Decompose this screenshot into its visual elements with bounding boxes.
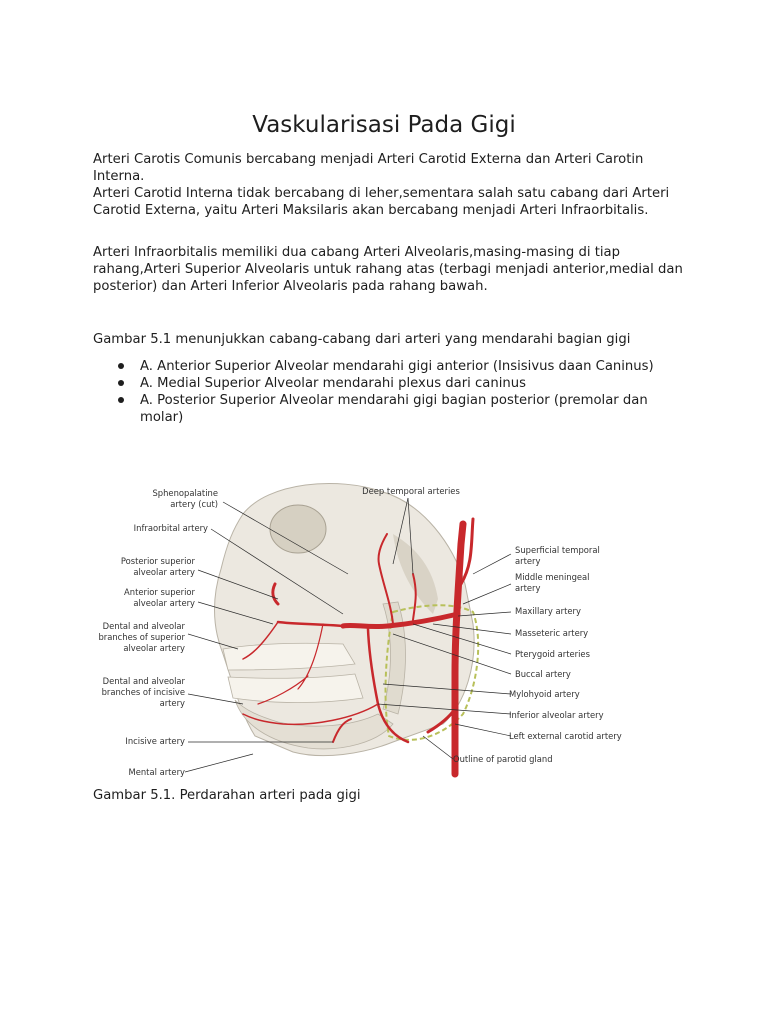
left-labels: [98, 488, 218, 777]
label-middle-meningeal-artery: artery: [515, 583, 541, 593]
label-parotid-outline: Outline of parotid gland: [453, 754, 553, 764]
label-infraorbital: Infraorbital artery: [133, 523, 208, 533]
label-dental-alveolar-2: Dental and alveolar: [102, 676, 185, 686]
bullet-list: [93, 358, 693, 426]
label-dental-alveolar-2c: artery: [159, 698, 185, 708]
label-external-carotid: Left external carotid artery: [509, 731, 622, 741]
label-middle-meningeal: Middle meningeal: [515, 572, 590, 582]
bullet-item: [93, 375, 693, 392]
bullet-dot-icon: [118, 380, 124, 386]
bullet-text: A. Posterior Superior Alveolar mendarahi gigi bagian posterior (premolar dan molar): [140, 393, 648, 425]
label-mental-artery: Mental artery: [128, 767, 185, 777]
page-title: Vaskularisasi Pada Gigi: [252, 112, 516, 138]
paragraph-carotid-line-2: Arteri Carotid Interna tidak bercabang di leher,sementara salah satu cabang dari Arteri Carotid Externa, yaitu Arteri Maksilaris akan bercabang menjadi Arteri Infraorbitalis.: [93, 186, 670, 218]
label-masseteric: Masseteric artery: [515, 628, 589, 638]
bullet-item: [93, 358, 693, 375]
paragraph-infraorbital: Arteri Infraorbitalis memiliki dua cabang Arteri Alveolaris,masing-masing di tiap rahang,Arteri Superior Alveolaris untuk rahang atas (terbagi menjadi anterior,medial dan posterior) dan Arteri Inferior Alveolaris pada rahang bawah.: [93, 245, 683, 294]
artery-anatomy-figure: [93, 474, 625, 780]
label-sphenopalatine-cut: artery (cut): [170, 499, 218, 509]
label-dental-alveolar-1b: branches of superior: [98, 632, 185, 642]
bullet-text: A. Anterior Superior Alveolar mendarahi gigi anterior (Insisivus daan Caninus): [140, 359, 654, 374]
label-superficial-temporal: Superficial temporal: [515, 545, 600, 555]
label-superficial-temporal-artery: artery: [515, 556, 541, 566]
label-anterior-superior-artery: alveolar artery: [133, 598, 195, 608]
label-sphenopalatine: Sphenopalatine: [152, 488, 218, 498]
bullet-dot-icon: [118, 363, 124, 369]
label-deep-temporal: Deep temporal arteries: [362, 486, 460, 496]
label-pterygoid: Pterygoid arteries: [515, 649, 590, 659]
label-dental-alveolar-1: Dental and alveolar: [102, 621, 185, 631]
label-dental-alveolar-2b: branches of incisive: [101, 687, 185, 697]
paragraph-carotid-line-1: Arteri Carotis Comunis bercabang menjadi Arteri Carotid Externa dan Arteri Carotin Interna.: [93, 152, 644, 184]
label-posterior-superior: Posterior superior: [120, 556, 195, 566]
bullet-text: A. Medial Superior Alveolar mendarahi plexus dari caninus: [140, 376, 526, 391]
figure-caption: Gambar 5.1. Perdarahan arteri pada gigi: [93, 788, 361, 803]
bullet-dot-icon: [118, 397, 124, 403]
label-maxillary: Maxillary artery: [515, 606, 581, 616]
paragraph-figure-intro: Gambar 5.1 menunjukkan cabang-cabang dari arteri yang mendarahi bagian gigi: [93, 332, 631, 347]
label-dental-alveolar-1c: alveolar artery: [123, 643, 185, 653]
bullet-item: [93, 392, 693, 426]
label-posterior-superior-artery: alveolar artery: [133, 567, 195, 577]
label-anterior-superior: Anterior superior: [124, 587, 195, 597]
paragraph-carotid: [93, 151, 683, 219]
label-buccal: Buccal artery: [515, 669, 571, 679]
label-inferior-alveolar: Inferior alveolar artery: [509, 710, 604, 720]
label-incisive-artery: Incisive artery: [125, 736, 185, 746]
label-mylohyoid: Mylohyoid artery: [509, 689, 580, 699]
